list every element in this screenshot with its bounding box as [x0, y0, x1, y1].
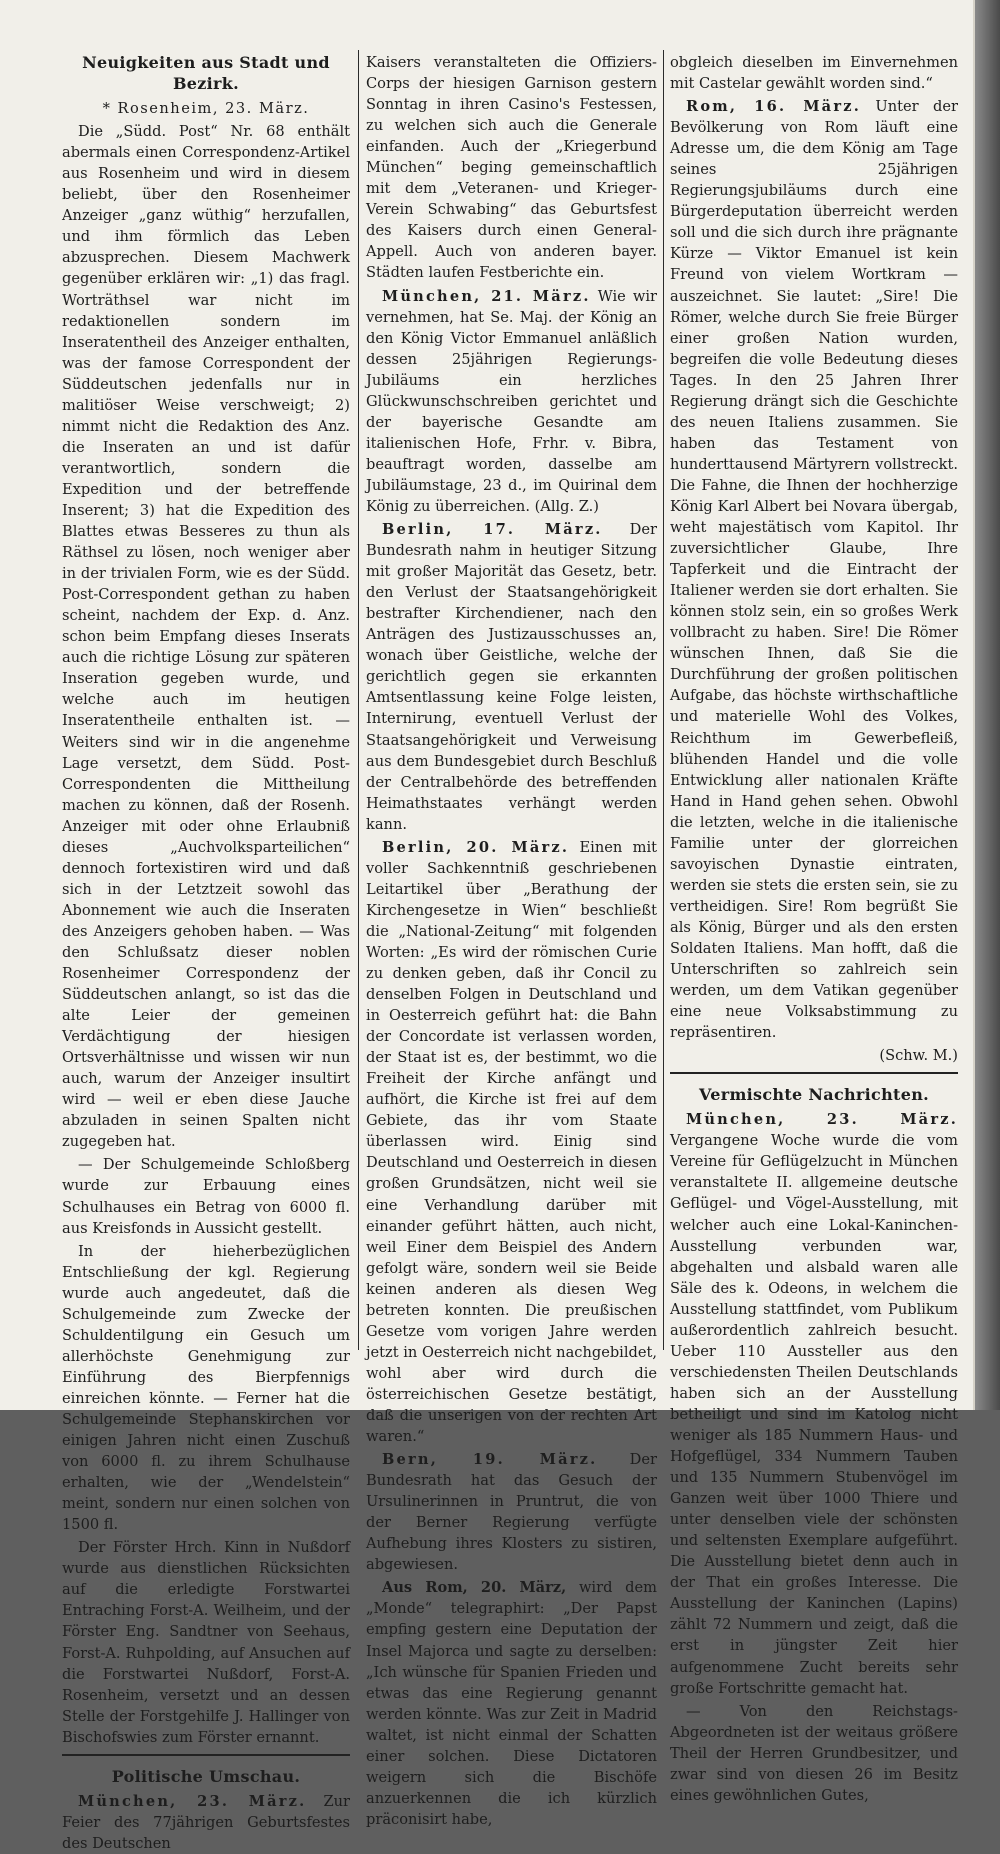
column-divider: [358, 50, 359, 1350]
article-text: Wie wir vernehmen, hat Se. Maj. der König an den König Victor Emmanuel anläßlich dessen 25jährigen Regierungs-Jubiläums ein herzliches Glückwunschschreiben gerichtet und der bayerische Gesandte am italienischen Hofe, Frhr. v. Bibra, beauftragt worden, dasselbe am Jubiläumstage, 23 d., im Quirinal dem König zu überreichen. (Allg. Z.): [366, 287, 657, 515]
article-lead: München, 23. März.: [686, 1111, 958, 1129]
article-lead: Berlin, 20. März.: [382, 838, 570, 856]
column-divider: [663, 50, 664, 1350]
section-title-local-news: Neuigkeiten aus Stadt und Bezirk.: [82, 53, 330, 94]
section-title-miscellaneous: Vermischte Nachrichten.: [698, 1085, 929, 1105]
page-edge-shadow: [975, 0, 1000, 1410]
article-lead: Rom, 16. März.: [686, 98, 861, 116]
article-paragraph: obgleich dieselben im Einvernehmen mit Castelar gewählt worden sind.“: [670, 54, 958, 93]
article-paragraph: — Der Schulgemeinde Schloßberg wurde zur Erbauung eines Schulhauses ein Betrag von 6000 fl. aus Kreisfonds in Aussicht gestellt.: [62, 1156, 350, 1237]
article-paragraph: [366, 286, 657, 518]
article-text: Der Bundesrath hat das Gesuch der Ursulinerinnen in Pruntrut, die von der Berner Regierung verfügte Aufhebung ihres Klosters zu sistiren, abgewiesen.: [366, 1451, 657, 1574]
article-lead: Aus Rom, 20. März,: [382, 1579, 567, 1597]
article-paragraph: In der hieherbezüglichen Entschließung der kgl. Regierung wurde auch angedeutet, daß die Schulgemeinde zum Zwecke der Schuldentilgung ein Gesuch um allerhöchste Genehmigung zur Einführung des Bierpfennigs einreichen könnte. — Ferner hat die Schulgemeinde Stephanskirchen vor einigen Jahren nicht einen Zuschuß von 6000 fl. zu ihrem Schulhause erhalten, wie der „Wendelstein“ meint, sondern nur einen solchen von 1500 fl.: [62, 1242, 350, 1534]
article-paragraph: [670, 96, 958, 1043]
article-paragraph: [366, 1577, 657, 1830]
section-title-politics: Politische Umschau.: [111, 1766, 301, 1786]
article-paragraph: [366, 1449, 657, 1575]
article-paragraph: [62, 1791, 350, 1854]
article-lead: Bern, 19. März.: [382, 1451, 598, 1469]
article-paragraph: Kaisers veranstalteten die Offiziers-Corps der hiesigen Garnison gestern Sonntag in ihren Casino's Festessen, zu welchen sich auch die Generale einfanden. Auch der „Kriegerbund München“ beging gemeinschaftlich mit dem „Veteranen- und Krieger-Verein Schwabing“ das Geburtsfest des Kaisers durch einen General-Appell. Auch von anderen bayer. Städten laufen Festberichte ein.: [366, 54, 657, 282]
article-lead: München, 21. März.: [382, 287, 591, 305]
article-paragraph: Der Förster Hrch. Kinn in Nußdorf wurde aus dienstlichen Rücksichten auf die erledigte Forstwartei Entraching Forst-A. Weilheim, und der Förster Eng. Sandtner von Seehaus, Forst-A. Ruhpolding, auf Ansuchen auf die Forstwartei Nußdorf, Forst-A. Rosenheim, versetzt und an dessen Stelle der Forstgehilfe J. Hallinger von Bischofswies zum Förster ernannt.: [62, 1539, 350, 1746]
dateline: * Rosenheim, 23. März.: [102, 100, 310, 118]
column-1: [62, 52, 350, 1854]
article-lead: Berlin, 17. März.: [382, 521, 603, 539]
section-rule: [670, 1072, 958, 1074]
column-2: [366, 52, 657, 1830]
article-text: Einen mit voller Sachkenntniß geschriebenen Leitartikel über „Berathung der Kirchengesetze in Wien“ beschließt die „National-Zeitung“ mit folgenden Worten: „Es wird der römischen Curie zu denken geben, daß ihr Concil zu denselben Folgen in Deutschland und in Oesterreich geführt hat: die Bahn der Concordate ist verlassen worden, der Staat ist es, der bestimmt, wo die Freiheit der Kirche anfängt und aufhört, die Kirche ist frei auf dem Gebiete, das ihr vom Staate überlassen wird. Einig sind Deutschland und Oesterreich in diesen großen Grundsätzen, nicht weil sie eine Verhandlung darüber mit einander geführt hätten, auch nicht, weil Einer dem Beispiel des Andern gefolgt wäre, sondern weil sie Beide keinen anderen als diesen Weg betreten konnten. Die preußischen Gesetze vom vorigen Jahre werden jetzt in Oesterreich nicht nachgebildet, wohl aber wird durch die österreichischen Gesetze bestätigt, daß die unserigen von der rechten Art waren.“: [366, 838, 657, 1446]
article-paragraph: Die „Südd. Post“ Nr. 68 enthält abermals einen Correspondenz-Artikel aus Rosenheim und wird in diesem beliebt, über den Rosenheimer Anzeiger „ganz wüthig“ herzufallen, und ihm förmlich das Leben abzusprechen. Diesem Machwerk gegenüber erklären wir: „1) das fragl. Worträthsel war nicht im redaktionellen sondern im Inseratentheil des Anzeiger enthalten, was der famose Correspondent der Süddeutschen jedenfalls nur in malitiöser Weise verschweigt; 2) nimmt nicht die Redaktion des Anz. die Inseraten an und ist dafür verantwortlich, sondern die Expedition und der betreffende Inserent; 3) hat die Expedition des Blattes etwas Besseres zu thun als Räthsel zu lösen, noch weniger aber in der trivialen Form, wie es der Südd. Post-Correspondent gethan zu haben scheint, nachdem der Exp. d. Anz. schon beim Empfang dieses Inserats auch die richtige Lösung zur späteren Inseration gegeben wurde, und welche auch im heutigen Inseratentheile enthalten ist. — Weiters sind wir in die angenehme Lage versetzt, dem Südd. Post-Correspondenten die Mittheilung machen zu können, daß der Rosenh. Anzeiger mit oder ohne Erlaubniß dieses „Auchvolksparteilichen“ dennoch fortexistiren wird und daß sich in der Letztzeit sowohl das Abonnement wie auch die Inseraten des Anzeigers gehoben haben. — Was den Schlußsatz dieser noblen Rosenheimer Correspondenz der Süddeutschen anlangt, so ist das die alte Leier der gemeinen Verdächtigung der hiesigen Ortsverhältnisse und wissen wir nun auch, warum der Anzeiger insultirt wird — weil er eben diese Jauche abzuladen in seinen Spalten nicht zugegeben hat.: [62, 123, 350, 1151]
article-paragraph: — Von den Reichstags-Abgeordneten ist der weitaus größere Theil der Herren Grundbesitzer, und zwar sind von diesen 26 im Besitz eines gewöhnlichen Gutes,: [670, 1702, 958, 1804]
article-text: Unter der Bevölkerung von Rom läuft eine Adresse um, die dem König am Tage seines 25jährigen Regierungsjubiläums durch eine Bürgerdeputation überreicht werden soll und die sich durch ihre prägnante Kürze — Viktor Emanuel ist kein Freund von vielem Wortkram — auszeichnet. Sie lautet: „Sire! Die Römer, welche durch Sie freie Bürger einer großen Nation wurden, begreifen die volle Bedeutung dieses Tages. In den 25 Jahren Ihrer Regierung drängt sich die Geschichte des neuen Italiens zusammen. Sie haben das Testament von hunderttausend Märtyrern vollstreckt. Die Fahne, die Ihnen der hochherzige König Karl Albert bei Novara übergab, weht majestätisch vom Kapitol. Ihr zuversichtlicher Glaube, Ihre Tapferkeit und die Eintracht der Italiener werden sie dort erhalten. Sie können stolz sein, ein so großes Werk vollbracht zu haben. Sire! Die Römer wünschen Ihnen, daß Sie die Durchführung der großen politischen Aufgabe, das höchste wirthschaftliche und materielle Wohl des Volkes, Reichthum im Gewerbefleiß, blühenden Handel und die volle Entwicklung aller nationalen Kräfte Hand in Hand gehen sehen. Obwohl die letzten, welche in die italienische Familie unter der glorreichen savoyischen Dynastie eintraten, werden sie stets die ersten sein, sie zu vertheidigen. Sire! Rom begrüßt Sie als König, Bürger und als den ersten Soldaten Italiens. Man hofft, daß die Unterschriften so zahlreich sein werden, um dem Vatikan gegenüber eine neue Volksabstimmung zu repräsentiren.: [670, 98, 958, 1042]
source-attribution: (Schw. M.): [879, 1047, 958, 1065]
article-text: Vergangene Woche wurde die vom Vereine für Geflügelzucht in München veranstaltete II. allgemeine deutsche Geflügel- und Vögel-Ausstellung, mit welcher auch eine Lokal-Kaninchen-Ausstellung verbunden war, abgehalten und alsbald waren alle Säle des k. Odeons, in welchem die Ausstellung stattfindet, vom Publikum außerordentlich zahlreich besucht. Ueber 110 Aussteller aus den verschiedensten Theilen Deutschlands haben sich an der Ausstellung betheiligt und sind im Katolog nicht weniger als 185 Nummern Haus- und Hofgeflügel, 334 Nummern Tauben und 135 Nummern Stubenvögel im Ganzen weit über 1000 Thiere und unter denselben viele der schönsten und seltensten Exemplare aufgeführt. Die Ausstellung bietet denn auch in der That ein großes Interesse. Die Ausstellung der Kaninchen (Lapins) zählt 72 Nummern und zeigt, daß die erst in jüngster Zeit hier aufgenommene Zucht bereits sehr große Fortschritte gemacht hat.: [670, 1132, 958, 1697]
article-paragraph: [366, 519, 657, 835]
article-text: wird dem „Monde“ telegraphirt: „Der Papst empfing gestern eine Deputation der Insel Majorca und sagte zu derselben: „Ich wünsche für Spanien Frieden und etwas das eine Regierung genannt werden könnte. Was zur Zeit in Madrid waltet, ist nicht einmal der Schatten einer solchen. Diese Dictatoren weigern sich die Bischöfe anzuerkennen die ich kürzlich präconisirt habe,: [366, 1579, 657, 1828]
article-text: Der Bundesrath nahm in heutiger Sitzung mit großer Majorität das Gesetz, betr. den Verlust der Staatsangehörigkeit bestrafter Kirchendiener, nach den Anträgen des Justizausschusses an, wonach über Geistliche, welche der gerichtlich gegen sie erkannten Amtsentlassung keine Folge leisten, Internirung, eventuell Verlust der Staatsangehörigkeit und Verweisung aus dem Bundesgebiet durch Beschluß der Centralbehörde des betreffenden Heimathstaates verhängt werden kann.: [366, 521, 657, 833]
article-paragraph: [366, 837, 657, 1447]
column-3: [670, 52, 958, 1806]
article-lead: München, 23. März.: [78, 1792, 307, 1810]
article-paragraph: [670, 1109, 958, 1698]
section-rule: [62, 1754, 350, 1756]
article-text: Zur Feier des 77jährigen Geburtsfestes des Deutschen: [62, 1792, 350, 1852]
